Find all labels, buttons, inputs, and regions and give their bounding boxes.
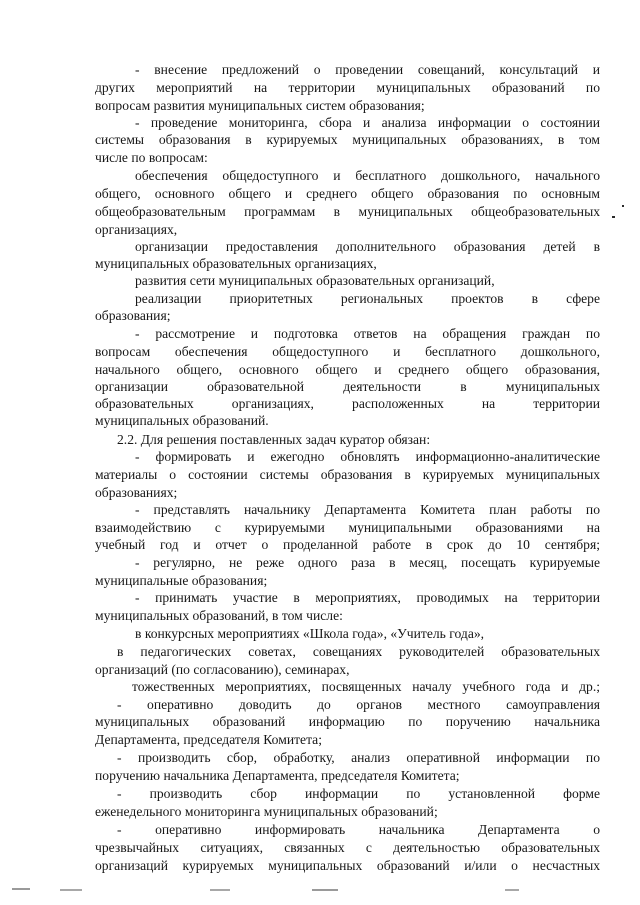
scan-speck: [505, 889, 519, 891]
text-line: - производить сбор, обработку, анализ оперативной информации по: [117, 750, 600, 765]
text-line: - рассмотрение и подготовка ответов на обращения граждан по: [135, 326, 600, 341]
text-line: системы образования в курируемых муниципальных образованиях, в том: [95, 132, 600, 147]
text-line: муниципальных образовательных организациях,: [95, 256, 377, 271]
text-line: вопросам обеспечения общедоступного и бесплатного дошкольного,: [95, 344, 600, 359]
text-line: - принимать участие в мероприятиях, проводимых на территории: [135, 590, 600, 605]
text-line: - проведение мониторинга, сбора и анализа информации о состоянии: [135, 115, 600, 130]
text-line: организации образовательной деятельности в муниципальных: [95, 379, 600, 394]
text-line: муниципальных образований.: [95, 413, 269, 428]
text-line: материалы о состоянии системы образования в курируемых муниципальных: [95, 467, 600, 482]
text-line: образования;: [95, 308, 171, 323]
text-line: поручению начальника Департамента, председателя Комитета;: [95, 768, 460, 783]
scan-speck: [60, 889, 82, 891]
text-line: организаций (по согласованию), семинарах,: [95, 662, 350, 677]
text-line: реализации приоритетных региональных проектов в сфере: [135, 291, 600, 306]
text-line: в конкурсных мероприятиях «Школа года», «Учитель года»,: [135, 626, 485, 641]
text-line: - регулярно, не реже одного раза в месяц, посещать курируемые: [135, 555, 600, 570]
text-line: муниципальные образования;: [95, 573, 268, 588]
text-line: общеобразовательным программам в муниципальных общеобразовательных: [95, 204, 600, 219]
scan-speck: [12, 888, 30, 890]
text-line: учебный год и отчет о проделанной работе в срок до 10 сентября;: [95, 537, 600, 552]
text-line: еженедельного мониторинга муниципальных образований;: [95, 804, 438, 819]
text-line: вопросам развития муниципальных систем образования;: [95, 98, 425, 113]
text-line: - представлять начальнику Департамента Комитета план работы по: [135, 502, 600, 517]
text-line: - производить сбор информации по установленной форме: [117, 786, 600, 801]
text-line: взаимодействию с курируемыми муниципальными образованиями на: [95, 520, 600, 535]
text-line: числе по вопросам:: [95, 150, 208, 165]
text-line: общего, основного общего и среднего общего образования по основным: [95, 186, 600, 201]
text-line: тожественных мероприятиях, посвященных началу учебного года и др.;: [132, 679, 600, 694]
text-line: - оперативно информировать начальника Департамента о: [117, 822, 600, 837]
text-line: других мероприятий на территории муниципальных образований по: [95, 80, 600, 95]
scan-speck: [210, 889, 230, 891]
text-line: - внесение предложений о проведении совещаний, консультаций и: [135, 62, 600, 77]
text-line: образовательных организациях, расположенных на территории: [95, 396, 600, 411]
text-line: 2.2. Для решения поставленных задач куратор обязан:: [117, 432, 431, 447]
text-line: - оперативно доводить до органов местного самоуправления: [117, 697, 600, 712]
text-line: организациях,: [95, 222, 178, 237]
scan-speck: [622, 205, 624, 207]
scan-speck: [612, 216, 615, 218]
text-line: муниципальных образований информацию по поручению начальника: [95, 714, 600, 729]
text-line: организаций курируемых муниципальных образований и/или о несчастных: [95, 858, 600, 873]
text-line: начального общего, основного общего и среднего общего образования,: [95, 362, 600, 377]
text-line: в педагогических советах, совещаниях руководителей образовательных: [117, 644, 600, 659]
text-line: обеспечения общедоступного и бесплатного дошкольного, начального: [135, 168, 600, 183]
text-line: образованиях;: [95, 485, 178, 500]
scan-speck: [312, 889, 338, 891]
text-line: организации предоставления дополнительного образования детей в: [135, 239, 600, 254]
text-line: чрезвычайных ситуациях, связанных с деятельностью образовательных: [95, 840, 600, 855]
text-line: - формировать и ежегодно обновлять информационно-аналитические: [135, 449, 600, 464]
text-line: развития сети муниципальных образовательных организаций,: [135, 273, 495, 288]
text-line: Департамента, председателя Комитета;: [95, 732, 322, 747]
text-line: муниципальных образований, в том числе:: [95, 608, 343, 623]
